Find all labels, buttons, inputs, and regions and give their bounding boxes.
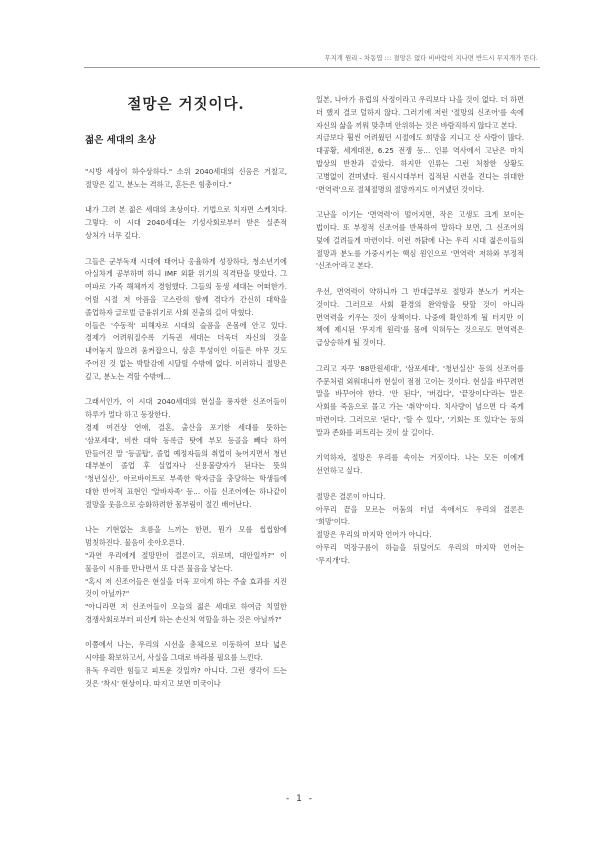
- paragraph: 기억하자, 절망은 우리를 속이는 거짓이다. 나는 모든 이에게 선언하고 싶다.: [316, 453, 524, 476]
- paragraph: 유독 우리만 힘들고 피트운 것일까? 아니다. 그런 생각이 드는 것은 '착시' 현상이다. 따지고 보면 미국이나: [85, 666, 287, 688]
- page-title: 절망은 거짓이다.: [127, 96, 245, 113]
- paragraph: 이들은 '수동적' 피해자로 시대의 슬픔을 온몸에 안고 있다. 경제가 어려워질수록 기득권 세대는 더욱더 자신의 것을 내어놓지 않으려 움켜잡으니, 상흔 투성이인 이들은 아무 것도 주어진 것 없는 박탈감에 시달릴 수밖에 없다. 이러하니 절망은 깊고, 분노는 격할 수밖에...: [85, 320, 287, 381]
- running-header: 무지개 원리 - 차동엽 ::: 절망은 없다 비바람이 지나면 반드시 무지개가 뜬다.: [324, 55, 538, 62]
- paragraph: 일본, 나아가 유럽의 사정이라고 우리보다 나을 것이 없다. 더 하면 더 했지 결코 덜하지 않다. 그러기에 저런 '절망의 신조어'를 속에 자신의 삶을 끼워 맞추며 안위하는 것은 바람직하지 않다고 본다.: [316, 95, 524, 130]
- closing-declaration: 절망은 결론이 아니다. 아무리 끝을 모르는 어둠의 터널 속에서도 우리의 결론은 '희망'이다. 절망은 우리의 마지막 언어가 아니다. 아무리 먹장구름이 하늘을 뒤덮어도 우리의 마지막 언어는 '무지개'다.: [316, 491, 524, 565]
- paragraph: 그들은 군부독재 시대에 태어나 옹율하게 성장하다, 청소년기에 아실차게 공부하며 하니 IMF 외환 위기의 직격탄을 맞았다. 그 여파로 가족 해체까지 경험했다. 그들의 동생 세대는 어떠한가. 어릴 시절 저 아픔을 고스란히 함께 겪다가 간신히 대학을 졸업하자 글로벌 금융위기로 사회 진출의 길이 막혔다.: [85, 256, 287, 317]
- paragraph: "과연 우리에게 절망만이 결론이고, 위로며, 대안일까?" 이 물음이 시유를 만나면서 또 다른 물음을 낳는다.: [85, 550, 287, 573]
- paragraph: 이쯤에서 나는, 우리의 시선을 총체으로 이동하여 보다 넓은 시야를 확보하고서, 사실을 그대로 바라볼 필요를 느낀다.: [85, 640, 287, 663]
- paragraph: 그래서인가, 이 시대 2040세대의 현실을 풍자한 신조어들이 하루가 멀다 하고 등장한다.: [85, 397, 287, 420]
- paragraph: "아니라면 저 신조어들이 오늘의 젊은 세대로 하여금 치열한 경쟁사회로부터 피신케 하는 손신처 역할을 하는 것은 아닐까?": [85, 602, 287, 624]
- left-column: [85, 92, 287, 703]
- paragraph: 고난을 이기는 '면역력'이 떨어지면, 작은 고생도 크게 보이는 법이다. 또 부정적 신조어를 반복하여 말하다 보면, 그 신조어의 덫에 걸려들게 마련이다. 이런 까닭에 나는 우리 시대 젊은이들의 절망과 분노를 가중시키는 핵심 원인으로 '면역력' 저하와 부정적 '신조어'라고 본다.: [316, 210, 524, 271]
- paragraph: "혹시 저 신조어들은 현실을 더욱 꼬이게 하는 주술 효과를 지진 것이 아닐까?": [85, 576, 287, 599]
- paragraph: 나는 기현없는 흐름을 느끼는 한편, 뭔가 모를 씹씹함에 멈칫하진다. 물음이 솟아오른다.: [85, 525, 287, 548]
- section-subtitle: 젊은 세대의 초상: [85, 135, 156, 146]
- paragraph: 내가 그려 본 젊은 세대의 초상이다. 기법으로 치자면 스케치다. 그렇다. 이 시대 2040세대는 기성사회로부터 받은 실존적 상처가 너무 깊다.: [85, 205, 287, 240]
- paragraph: 그리고 자꾸 '88만원세대', '삼포세대', '청년실신' 등의 신조어를 주문처럼 외워대니까 현실이 점점 고이는 것이다. 현실을 바꾸려면 말을 바꾸어야 한다. '안 된다', '버겁다', '끝장이다'라는 말은 사회를 죽음으로 몰고 가는 '취약'이다. 치사량이 넘으면 다 죽게 마련이다. 그러므로 '된다', '할 수 있다', '기회는 또 있다'는 등의 말과 존화를 퍼트리는 것이 살 길이다.: [316, 363, 524, 437]
- paragraph: 지금보다 훨씬 어려웠던 시절에도 희망을 지니고 산 사람이 많다. 대공황, 세계대전, 6.25 전쟁 등... 인류 역사에서 고난은 마치 밥상의 반찬과 같았다. 하지만 인류는 그런 처참한 상황도 고병없이 견며냈다. 원시시대부터 집적된 시련을 견디는 위대한 '면역력'으로 절체절명의 절망까지도 이겨냈던 것이다.: [316, 133, 524, 194]
- paragraph: 우선, 면역력이 약하니까 그 반대급부로 절망과 분노가 커지는 것이다. 그러므로 사회 환경의 완악함을 탓할 것이 아니라 면역력을 키우는 것이 상책이다. 나중에 확인하게 될 터지만 이 책에 제시된 '무지개 원리'를 몸에 익혀두는 것으로도 면역력은 급상승하게 될 것이다.: [316, 286, 524, 348]
- page-number: - 1 -: [286, 794, 314, 804]
- paragraph: 경제 여건상 연애, 결혼, 출산을 포기한 세대를 뜻하는 '삼포세대', 비싼 대학 등록금 탓에 부모 등골을 빼다 하여 만들어진 말 '등골탑', 졸업 예정자들의 취업이 늦어지면서 청년 대부분이 졸업 후 실업자나 신용불량자가 된다는 뜻의 '청년실신', 아르바이트로 부족한 학자금을 충당하는 학생들에 대한 반어적 표현인 '알바자족' 등... 이들 신조어에는 하나같이 절망을 웃음으로 승화하려한 몸부림이 절긴 배어난다.: [85, 422, 287, 509]
- paragraph: "시방 세상이 하수상하다." 소위 2040세대의 신음은 거칠고, 절망은 깊고, 분노는 격하고, 흔든은 힘총이다.": [85, 167, 287, 189]
- header-divider: [84, 67, 540, 68]
- right-column: [316, 94, 524, 580]
